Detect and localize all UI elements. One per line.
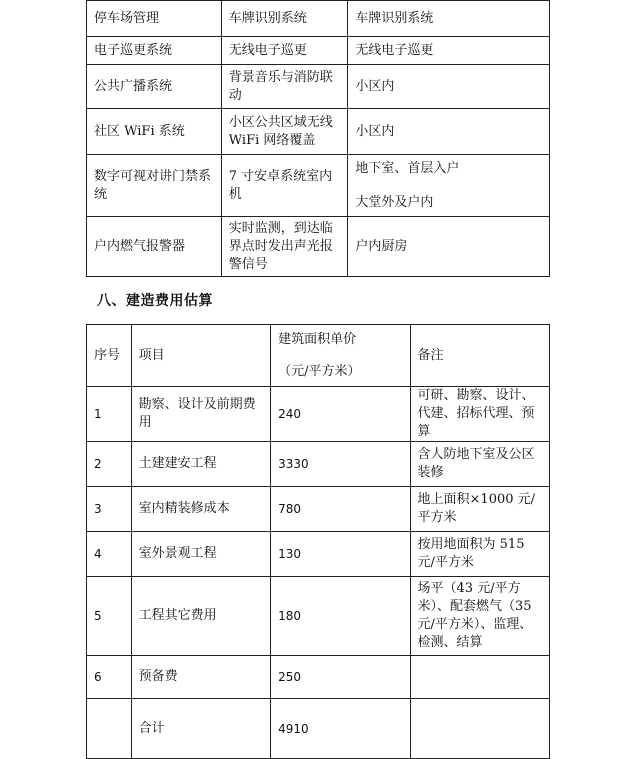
table-cell: 停车场管理: [87, 1, 222, 37]
table-cell: 户内燃气报警器: [87, 217, 222, 277]
table-row: [87, 387, 550, 442]
table-cell: 车牌识别系统: [221, 1, 348, 37]
table-row: [87, 65, 550, 109]
cell-no: 6: [87, 656, 132, 699]
header-price-line2: （元/平方米）: [278, 363, 361, 379]
cell-remark: 按用地面积为 515 元/平方米: [410, 532, 549, 577]
table-cell: 电子巡更系统: [87, 37, 222, 65]
table-cell: 小区公共区域无线WiFi 网络覆盖: [221, 109, 348, 155]
cell-item: 室内精装修成本: [131, 487, 270, 532]
table-cell: 小区内: [348, 109, 550, 155]
cell-no: 1: [87, 387, 132, 442]
cell-no: 5: [87, 577, 132, 656]
cell-remark: [410, 656, 549, 699]
cell-line: 大堂外及户内: [355, 194, 434, 210]
table-row: [87, 577, 550, 656]
systems-table: [86, 0, 550, 277]
table-cell: 社区 WiFi 系统: [87, 109, 222, 155]
table-header-row: [87, 325, 550, 387]
table-row: [87, 656, 550, 699]
cell-remark: 可研、勘察、设计、代建、招标代理、预算: [410, 387, 549, 442]
cell-price: 780: [271, 487, 410, 532]
table-cell: 车牌识别系统: [348, 1, 550, 37]
table-cell: 无线电子巡更: [221, 37, 348, 65]
table-cell: 小区内: [348, 65, 550, 109]
table-cell: 无线电子巡更: [348, 37, 550, 65]
cell-item: 室外景观工程: [131, 532, 270, 577]
table-row: [87, 155, 550, 217]
table-row: [87, 532, 550, 577]
cell-no: 2: [87, 442, 132, 487]
header-price-line1: 建筑面积单价: [278, 331, 357, 347]
table-cell: [348, 155, 550, 217]
cell-price: 240: [271, 387, 410, 442]
table-row: [87, 109, 550, 155]
table-cell: 实时监测，到达临界点时发出声光报警信号: [221, 217, 348, 277]
header-remark: 备注: [410, 325, 549, 387]
table-row: [87, 37, 550, 65]
table-cell: 公共广播系统: [87, 65, 222, 109]
cell-remark: 地上面积×1000 元/平方米: [410, 487, 549, 532]
cell-price: 130: [271, 532, 410, 577]
table-cell: 背景音乐与消防联动: [221, 65, 348, 109]
cell-item: 合计: [131, 699, 270, 759]
cell-item: 勘察、设计及前期费用: [131, 387, 270, 442]
cell-remark: 场平（43 元/平方米）、配套燃气（35 元/平方米）、监理、检测、结算: [410, 577, 549, 656]
cell-item: 土建建安工程: [131, 442, 270, 487]
cell-remark: [410, 699, 549, 759]
cell-no: 4: [87, 532, 132, 577]
cell-price: 180: [271, 577, 410, 656]
table-cell: 数字可视对讲门禁系统: [87, 155, 222, 217]
header-no: 序号: [87, 325, 132, 387]
table-cell: 7 寸安卓系统室内机: [221, 155, 348, 217]
cell-item: 预备费: [131, 656, 270, 699]
cell-no: 3: [87, 487, 132, 532]
table-row: [87, 699, 550, 759]
cell-remark: 含人防地下室及公区装修: [410, 442, 549, 487]
cell-item: 工程其它费用: [131, 577, 270, 656]
table-row: [87, 217, 550, 277]
section-heading: 八、建造费用估算: [97, 293, 213, 309]
cell-price: 3330: [271, 442, 410, 487]
cost-estimate-table: [86, 324, 550, 759]
cell-line: 地下室、首层入户: [355, 160, 460, 176]
table-row: [87, 487, 550, 532]
header-item: 项目: [131, 325, 270, 387]
cell-price: 4910: [271, 699, 410, 759]
table-row: [87, 1, 550, 37]
table-cell: 户内厨房: [348, 217, 550, 277]
table-row: [87, 442, 550, 487]
cell-price: 250: [271, 656, 410, 699]
cell-no: [87, 699, 132, 759]
header-price: [271, 325, 410, 387]
